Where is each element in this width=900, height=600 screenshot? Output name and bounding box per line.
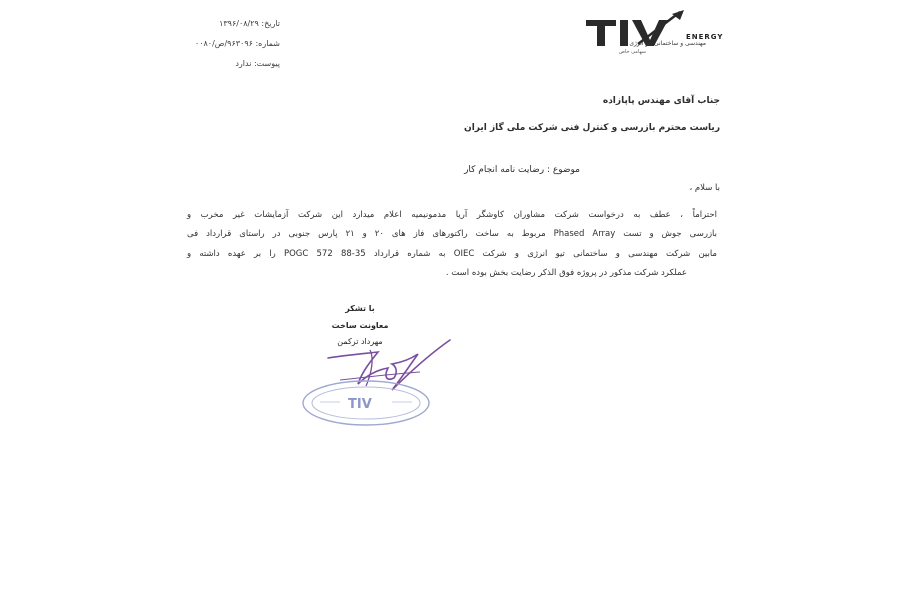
letter-greeting: با سلام ، bbox=[689, 183, 720, 193]
body-line-3: مابین شرکت مهندسی و ساختمانی تیو انرژی و شرکت OIEC به شماره قرارداد POGC 572 88-35 را بر عهده داشته و bbox=[187, 249, 717, 259]
attachment-line: پیوست: ندارد bbox=[235, 59, 280, 68]
body-line-1: احتراماً ، عطف به درخواست شرکت مشاوران کاوشگر آریا مدمونیمیه اعلام میدارد این شرکت آزمایشات غیر مخرب و bbox=[187, 210, 717, 220]
logo-company-name: مهندسی و ساختمانی تیو انرژی bbox=[629, 40, 706, 47]
logo-subtitle: سهامی خاص bbox=[618, 49, 646, 55]
body-line-4: عملکرد شرکت مذکور در پروژه فوق الذکر رضایت بخش بوده است . bbox=[445, 268, 687, 278]
date-line: تاریخ: ۱۳۹۶/۰۸/۲۹ bbox=[219, 19, 280, 28]
addressee: جناب آقای مهندس پاپازاده bbox=[602, 96, 720, 106]
logo-energy-text: ENERGY bbox=[686, 33, 724, 41]
body-line-2: بازرسی جوش و تست Phased Array مربوط به ساخت راکتورهای فاز های ۲۰ و ۲۱ پارس جنوبی در راستای قرارداد فی bbox=[187, 229, 718, 239]
letter-meta bbox=[170, 14, 280, 74]
addressee-title: ریاست محترم بازرسی و کنترل فنی شرکت ملی گاز ایران bbox=[464, 123, 720, 133]
signer-role: معاونت ساخت bbox=[331, 321, 389, 330]
closing-thanks: با تشکر bbox=[345, 304, 375, 313]
svg-text:TIV: TIV bbox=[348, 397, 372, 412]
company-stamp bbox=[300, 378, 432, 428]
letter-subject: موضوع : رضایت نامه انجام کار bbox=[464, 165, 580, 175]
number-line: شماره: ۹۶۳۰۹۶/ص/۰۰۸۰ bbox=[194, 39, 280, 48]
signer-name: مهرداد ترکمن bbox=[337, 337, 383, 346]
